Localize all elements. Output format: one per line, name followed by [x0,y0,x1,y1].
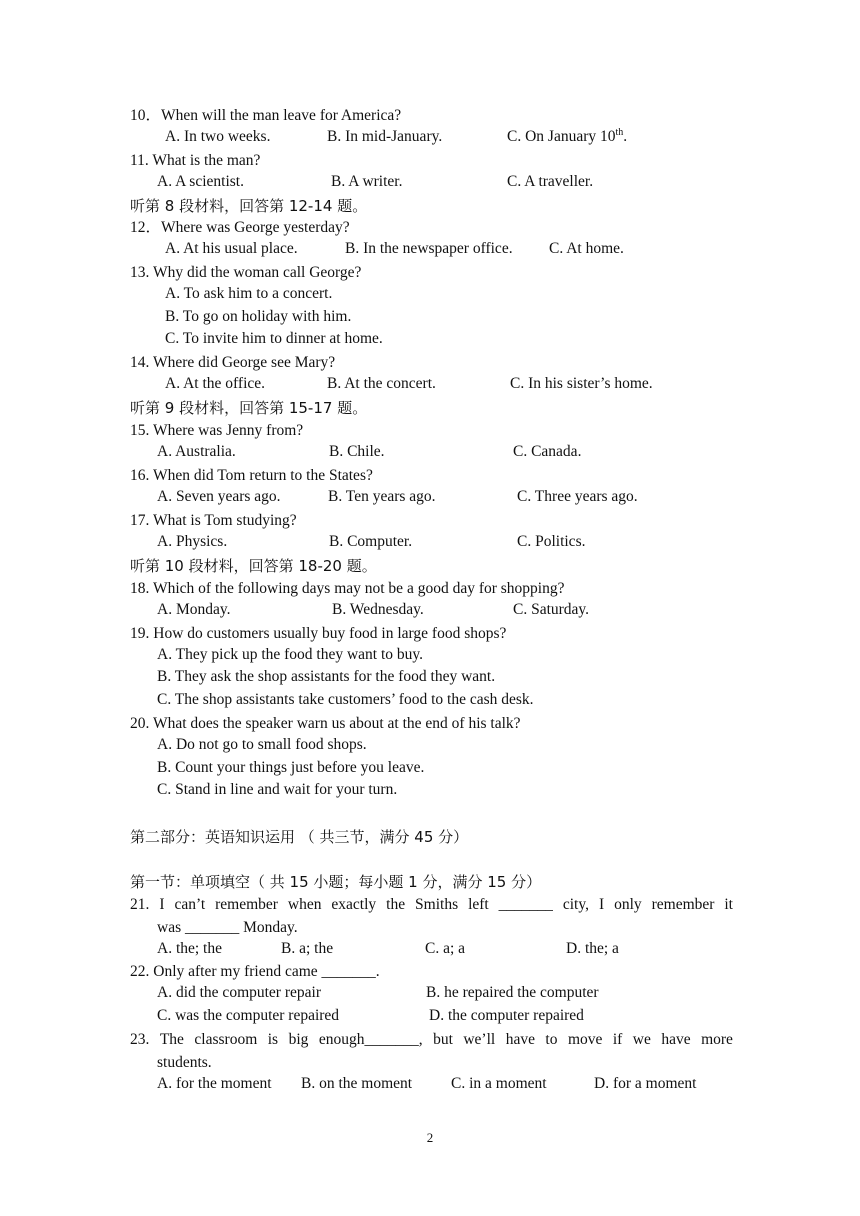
question-21: 21. I can’t remember when exactly the Smiths left _______ city, I only remember it [130,896,733,913]
part-2-heading: 第二部分：英语知识运用 （ 共三节，满分 45 分） [130,828,469,846]
q21-option-b: B. a; the [281,940,334,957]
question-23-continued: students. [157,1054,212,1071]
q19-option-a: A. They pick up the food they want to buy. [157,646,424,663]
section-9-heading: 听第 9 段材料，回答第 15-17 题。 [130,399,368,417]
q22-option-c: C. was the computer repaired [157,1007,340,1024]
q19-option-b: B. They ask the shop assistants for the food they want. [157,668,496,685]
page-number: 2 [426,1130,434,1145]
q20-option-a: A. Do not go to small food shops. [157,736,367,753]
q15-option-b: B. Chile. [329,443,385,460]
q10-option-b: B. In mid-January. [327,128,443,145]
q21-option-d: D. the; a [566,940,619,957]
question-12: 12．Where was George yesterday? [130,219,350,236]
question-11: 11. What is the man? [130,152,261,169]
question-16: 16. When did Tom return to the States? [130,467,373,484]
part-2-section-1-heading: 第一节：单项填空（ 共 15 小题；每小题 1 分，满分 15 分） [130,873,542,891]
q10-option-a: A. In two weeks. [165,128,271,145]
q10-option-c: C. On January 10th. [507,126,628,145]
q19-option-c: C. The shop assistants take customers’ food to the cash desk. [157,691,534,708]
q23-option-d: D. for a moment [594,1075,697,1092]
question-14: 14. Where did George see Mary? [130,354,336,371]
q17-option-a: A. Physics. [157,533,228,550]
q16-option-c: C. Three years ago. [517,488,638,505]
q16-option-a: A. Seven years ago. [157,488,281,505]
q12-option-b: B. In the newspaper office. [345,240,513,257]
section-8-heading: 听第 8 段材料，回答第 12-14 题。 [130,197,368,215]
q12-option-c: C. At home. [549,240,624,257]
q22-option-b: B. he repaired the computer [426,984,599,1001]
q17-option-c: C. Politics. [517,533,586,550]
q22-option-d: D. the computer repaired [429,1007,584,1024]
q11-option-a: A. A scientist. [157,173,244,190]
q16-option-b: B. Ten years ago. [328,488,436,505]
q21-option-c: C. a; a [425,940,466,957]
q13-option-c: C. To invite him to dinner at home. [165,330,383,347]
question-15: 15. Where was Jenny from? [130,422,304,439]
q23-option-c: C. in a moment [451,1075,547,1092]
q14-option-c: C. In his sister’s home. [510,375,653,392]
q18-option-c: C. Saturday. [513,601,590,618]
question-23: 23. The classroom is big enough_______, but we’ll have to move if we have more [130,1031,733,1048]
q20-option-c: C. Stand in line and wait for your turn. [157,781,398,798]
question-22: 22. Only after my friend came _______. [130,963,380,980]
question-21-continued: was _______ Monday. [157,919,298,936]
q13-option-b: B. To go on holiday with him. [165,308,352,325]
q14-option-a: A. At the office. [165,375,266,392]
q15-option-c: C. Canada. [513,443,582,460]
q13-option-a: A. To ask him to a concert. [165,285,333,302]
q11-option-b: B. A writer. [331,173,403,190]
question-10: 10．When will the man leave for America? [130,107,402,124]
section-10-heading: 听第 10 段材料，回答第 18-20 题。 [130,557,377,575]
q15-option-a: A. Australia. [157,443,236,460]
q12-option-a: A. At his usual place. [165,240,298,257]
question-13: 13. Why did the woman call George? [130,264,362,281]
q22-option-a: A. did the computer repair [157,984,321,1001]
q14-option-b: B. At the concert. [327,375,436,392]
question-17: 17. What is Tom studying? [130,512,297,529]
q23-option-a: A. for the moment [157,1075,272,1092]
question-18: 18. Which of the following days may not be a good day for shopping? [130,580,565,597]
q20-option-b: B. Count your things just before you leave. [157,759,425,776]
q18-option-a: A. Monday. [157,601,231,618]
q21-option-a: A. the; the [157,940,222,957]
question-19: 19. How do customers usually buy food in large food shops? [130,625,507,642]
question-20: 20. What does the speaker warn us about at the end of his talk? [130,715,521,732]
q11-option-c: C. A traveller. [507,173,594,190]
q17-option-b: B. Computer. [329,533,413,550]
q18-option-b: B. Wednesday. [332,601,424,618]
q23-option-b: B. on the moment [301,1075,413,1092]
